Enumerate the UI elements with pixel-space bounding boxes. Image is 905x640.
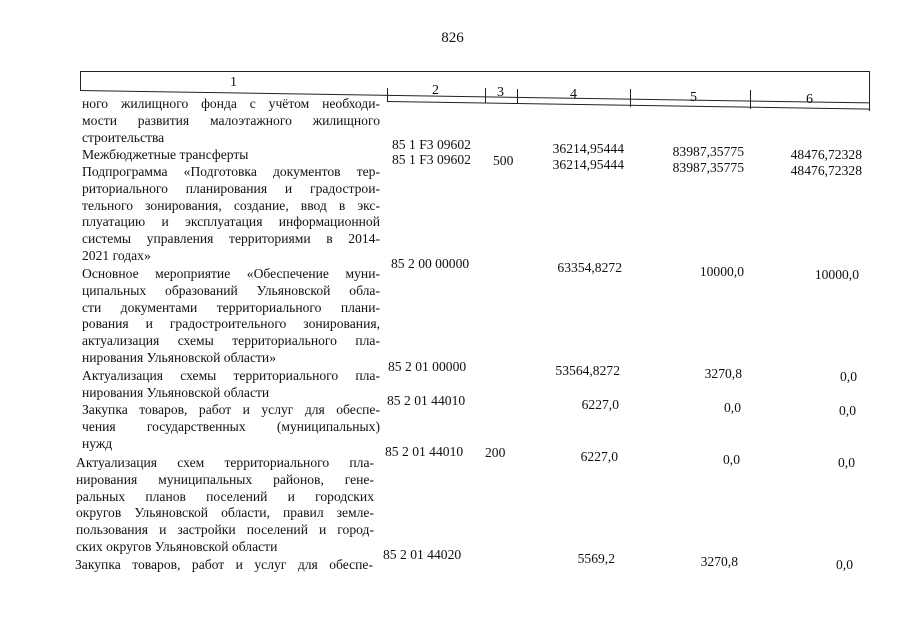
- row-value-6: 0,0: [840, 369, 857, 384]
- header-col-1: 1: [230, 75, 237, 90]
- row-kcsr: 85 1 F3 09602: [392, 137, 471, 152]
- page-number: 826: [441, 30, 464, 46]
- row-description: Подпрограмма «Подготовка документов тер- риториального планирования и градострои- тельного зонирования, создание, ввод в экс- плуатацию и эксплуатация информационной системы управления территориями в 2014- 2021 годах»: [82, 164, 380, 263]
- header-col-2: 2: [432, 83, 439, 98]
- row-vr: 500: [493, 153, 514, 168]
- row-value-4: 36214,95444: [552, 157, 624, 172]
- row-description: Закупка товаров, работ и услуг для обеспе-: [75, 557, 373, 572]
- row-value-4: 6227,0: [580, 449, 618, 464]
- row-value-6: 0,0: [838, 455, 855, 470]
- row-value-5: 83987,35775: [672, 144, 744, 159]
- row-description: ного жилищного фонда с учётом необходи- мости развития малоэтажного жилищного строительства: [82, 96, 380, 145]
- row-value-6: 10000,0: [814, 267, 859, 282]
- row-value-6: 0,0: [839, 403, 856, 418]
- row-value-5: 83987,35775: [672, 160, 744, 175]
- header-col-3: 3: [497, 85, 504, 100]
- row-value-6: 0,0: [836, 557, 853, 572]
- header-col-6: 6: [806, 92, 813, 107]
- row-description: Межбюджетные трансферты: [82, 147, 249, 162]
- row-description: Закупка товаров, работ и услуг для обеспе- чения государственных (муниципальных) нужд: [82, 402, 380, 451]
- row-value-4: 53564,8272: [555, 363, 620, 378]
- row-vr: 200: [485, 445, 506, 460]
- row-value-4: 5569,2: [577, 551, 615, 566]
- row-value-4: 6227,0: [581, 397, 619, 412]
- row-kcsr: 85 2 01 44010: [385, 444, 464, 459]
- row-value-6: 48476,72328: [790, 163, 862, 178]
- row-value-5: 3270,8: [704, 366, 742, 381]
- row-kcsr: 85 2 00 00000: [391, 256, 470, 271]
- row-value-6: 48476,72328: [790, 147, 862, 162]
- row-value-5: 10000,0: [699, 264, 744, 279]
- row-kcsr: 85 2 01 00000: [388, 359, 467, 374]
- row-value-4: 36214,95444: [552, 141, 624, 156]
- row-kcsr: 85 2 01 44010: [387, 393, 466, 408]
- row-value-5: 0,0: [724, 400, 741, 415]
- row-description: Актуализация схемы территориального пла- нирования Ульяновской области: [82, 368, 380, 400]
- row-value-4: 63354,8272: [557, 260, 622, 275]
- row-kcsr: 85 2 01 44020: [383, 547, 462, 562]
- row-value-5: 3270,8: [700, 554, 738, 569]
- row-value-5: 0,0: [723, 452, 740, 467]
- row-description: Основное мероприятие «Обеспечение муни- ципальных образований Ульяновской обла- сти документами территориального плани- рования и градостроительного зонирования, актуализация схемы территориального пла- нирования Ульяновской области»: [82, 266, 380, 365]
- row-kcsr: 85 1 F3 09602: [392, 152, 471, 167]
- row-description: Актуализация схем территориального пла- нирования муниципальных районов, гене- ральных планов поселений и городских округов Ульяновской области, правил земле- пользования и застройки поселений и город- ских округов Ульяновской области: [76, 455, 374, 554]
- header-col-5: 5: [690, 90, 697, 105]
- header-col-4: 4: [570, 87, 577, 102]
